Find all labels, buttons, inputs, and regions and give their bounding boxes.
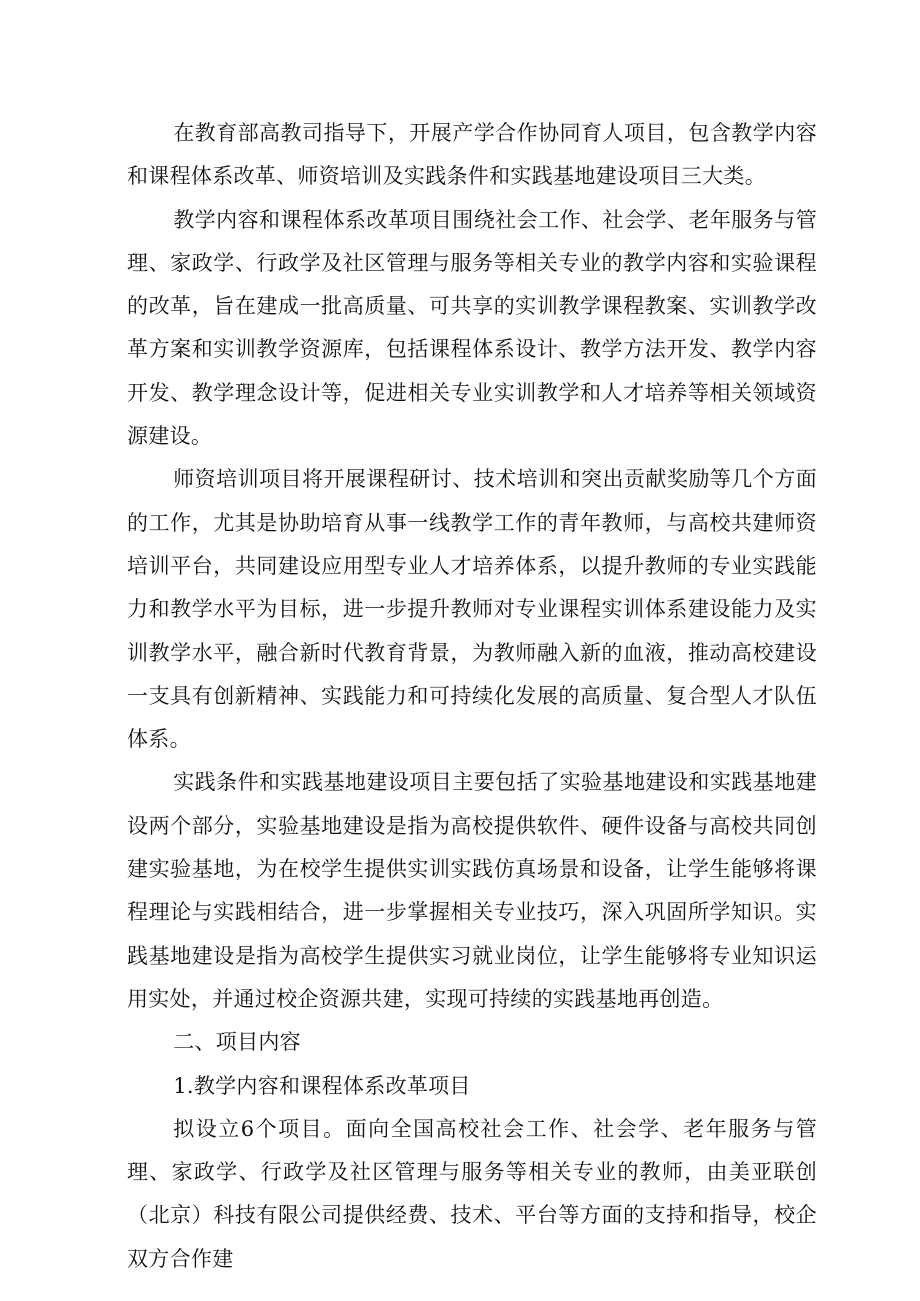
section-heading: 二、项目内容 — [173, 1030, 301, 1055]
subsection-heading: 1.教学内容和课程体系改革项目 — [173, 1073, 471, 1098]
paragraph-overview: 在教育部高教司指导下，开展产学合作协同育人项目，包含教学内容和课程体系改革、师资培训及实践条件和实践基地建设项目三大类。 — [127, 121, 817, 189]
paragraph-practice-base: 实践条件和实践基地建设项目主要包括了实验基地建设和实践基地建设两个部分，实验基地建设是指为高校提供软件、硬件设备与高校共同创建实验基地，为在校学生提供实训实践仿真场景和设备，让学生能够将课程理论与实践相结合，进一步掌握相关专业技巧，深入巩固所学知识。实践基地建设是指为高校学生提供实习就业岗位，让学生能够将专业知识运用实处，并通过校企资源共建，实现可持续的实践基地再创造。 — [127, 770, 817, 1011]
document-page — [127, 112, 817, 1281]
paragraph-curriculum-reform: 教学内容和课程体系改革项目围绕社会工作、社会学、老年服务与管理、家政学、行政学及社区管理与服务等相关专业的教学内容和实验课程的改革，旨在建成一批高质量、可共享的实训教学课程教案、实训教学改革方案和实训教学资源库，包括课程体系设计、教学方法开发、教学内容开发、教学理念设计等，促进相关专业实训教学和人才培养等相关领域资源建设。 — [127, 207, 817, 449]
paragraph-projects: 拟设立6个项目。面向全国高校社会工作、社会学、老年服务与管理、家政学、行政学及社区管理与服务等相关专业的教师，由美亚联创（北京）科技有限公司提供经费、技术、平台等方面的支持和指导，校企双方合作建 — [127, 1116, 817, 1271]
paragraph-teacher-training: 师资培训项目将开展课程研讨、技术培训和突出贡献奖励等几个方面的工作，尤其是协助培育从事一线教学工作的青年教师，与高校共建师资培训平台，共同建设应用型专业人才培养体系，以提升教师的专业实践能力和教学水平为目标，进一步提升教师对专业课程实训体系建设能力及实训教学水平，融合新时代教育背景，为教师融入新的血液，推动高校建设一支具有创新精神、实践能力和可持续化发展的高质量、复合型人才队伍体系。 — [127, 467, 817, 752]
